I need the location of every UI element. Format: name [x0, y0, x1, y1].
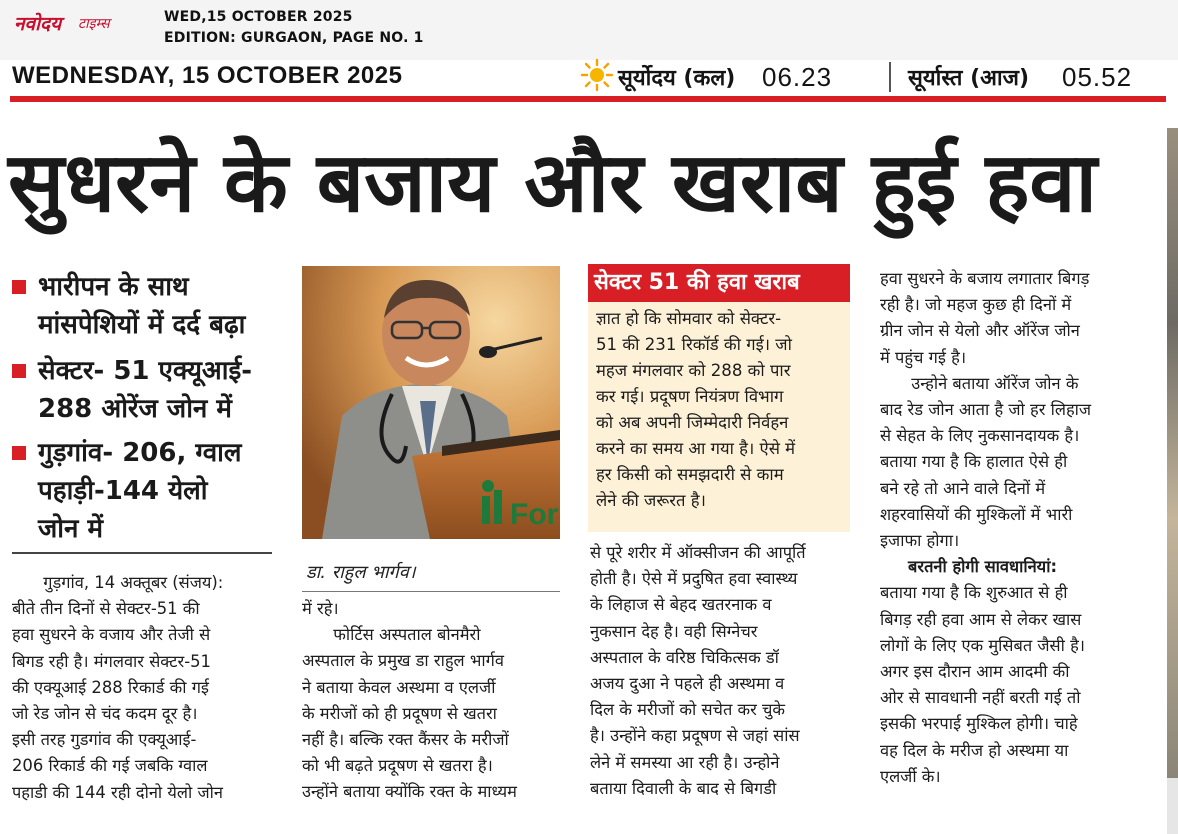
article-line: बताया दिवाली के बाद से बिगडी: [590, 778, 777, 798]
article-line: बीते तीन दिनों से सेक्टर-51 की: [12, 599, 200, 619]
article-line: से सेहत के लिए नुकसानदायक है।: [880, 426, 1080, 446]
sunset-time: 05.52: [1062, 62, 1133, 92]
article-line: बताया गया है कि हालात ऐसे ही: [880, 452, 1068, 472]
article-column-2: [302, 596, 564, 806]
article-line: से पूरे शरीर में ऑक्सीजन की आपूर्ति: [590, 543, 806, 562]
sector-box-heading: सेक्टर 51 की हवा खराब: [588, 264, 850, 302]
article-line: अजय दुआ ने पहले ही अस्थमा व: [590, 674, 785, 694]
masthead-rule: [10, 96, 1166, 102]
article-line: ने बताया केवल अस्थमा व एलर्जी: [302, 677, 496, 697]
article-line: है। उन्होंने कहा प्रदूषण से जहां सांस: [590, 726, 800, 746]
sector-line: महज मंगलवार को 288 को पार: [596, 361, 791, 380]
article-line: ग्रीन जोन से येलो और ऑरेंज जोन: [880, 321, 1080, 341]
article-line: नुकसान देह है। वही सिग्नेचर: [590, 621, 758, 641]
sector-line: ज्ञात हो कि सोमवार को सेक्टर-: [596, 309, 782, 328]
article-line: अस्पताल के प्रमुख डा राहुल भार्गव: [302, 651, 504, 671]
sector-line: कर गई। प्रदूषण नियंत्रण विभाग: [596, 387, 784, 406]
sunset-label: सूर्यास्त (आज): [908, 66, 1030, 91]
newspaper-logo: नवोदय: [14, 13, 62, 35]
article-line: के मरीजों को ही प्रदूषण से खतरा: [302, 703, 497, 723]
article-line: उन्होने बताया ऑरेंज जोन के: [880, 373, 1079, 393]
article-line: इजाफा होगा।: [880, 531, 960, 551]
bullet-item: [12, 434, 242, 548]
caption-divider: [302, 591, 560, 592]
sector-line: लेने की जरूरत है।: [596, 491, 706, 510]
article-line: बने रहे तो आने वाले दिनों में: [880, 478, 1046, 498]
article-line: अगर इस दौरान आम आदमी की: [880, 662, 1070, 682]
article-line: जो रेड जोन से चंद कदम दूर है।: [12, 704, 198, 724]
article-line: रही है। जो महज कुछ ही दिनों में: [880, 295, 1072, 315]
article-line: पहाडी की 144 रही दोनो येलो जोन: [12, 782, 223, 802]
bullet-line: 288 ओरेंज जोन में: [38, 394, 232, 424]
article-line: बिगड़ रही हवा आम से लेकर खास: [880, 609, 1082, 629]
bullet-item: [12, 352, 252, 428]
bullet-line: मांसपेशियों में दर्द बढ़ा: [38, 310, 246, 340]
masthead-date: WEDNESDAY, 15 OCTOBER 2025: [12, 62, 403, 89]
article-line: अस्पताल के वरिष्ठ चिकित्सक डॉ: [590, 647, 779, 667]
article-line: बताया गया है कि शुरुआत से ही: [880, 583, 1068, 603]
subheading: बरतनी होगी सावधानियां:: [908, 557, 1057, 577]
sector-line: 51 की 231 रिकॉर्ड की गई। जो: [596, 335, 792, 354]
newspaper-logo-sub: टाइम्स: [78, 16, 110, 32]
bullet-text: [38, 434, 242, 548]
bullet-text: [38, 268, 245, 344]
article-line: में रहे।: [302, 599, 339, 618]
article-line: हवा सुधरने के बजाय लगातार बिगड़: [880, 269, 1090, 288]
article-line: नहीं है। बल्कि रक्त कैंसर के मरीजों: [302, 730, 509, 750]
bullet-line: पहाड़ी-144 येलो: [38, 476, 208, 506]
article-line: की एक्यूआई 288 रिकार्ड की गई: [12, 677, 209, 697]
article-line: इसी तरह गुडगांव की एक्यूआई-: [12, 730, 197, 750]
page-edge: [1167, 778, 1178, 834]
article-line: फोर्टिस अस्पताल बोनमैरो: [302, 625, 481, 645]
bullet-divider: [12, 552, 272, 554]
article-line: एलर्जी के।: [880, 766, 941, 786]
sun-icon: [580, 58, 614, 92]
article-line: उन्होंने बताया क्योंकि रक्त के माध्यम: [302, 782, 517, 802]
article-line: ओर से सावधानी नहीं बरती गई तो: [880, 688, 1081, 708]
article-line: इसकी भरपाई मुश्किल होगी। चाहे: [880, 714, 1078, 734]
sector-line: को अब अपनी जिम्मेदारी निर्वहन: [596, 413, 789, 432]
headline: सुधरने के बजाय और खराब हुई हवा: [8, 134, 1098, 231]
article-column-3: [590, 540, 852, 802]
article-column-1: [12, 570, 274, 806]
article-column-4: [880, 266, 1142, 790]
sunrise-time: 06.23: [762, 62, 833, 92]
article-line: दिल के मरीजों को सचेत कर चुके: [590, 700, 786, 720]
article-line: शहरवासियों की मुश्किलों में भारी: [880, 504, 1073, 524]
article-line: को भी बढ़ते प्रदूषण से खतरा है।: [302, 756, 493, 776]
article-line: में पहुंच गई है।: [880, 347, 967, 367]
adjacent-photo-edge: [1167, 128, 1178, 778]
article-line: गुड़गांव, 14 अक्तूबर (संजय):: [12, 573, 224, 592]
bullet-line: सेक्टर- 51 एक्यूआई-: [38, 356, 253, 386]
bullet-square-icon: [12, 280, 26, 294]
bullet-text: [38, 352, 252, 428]
bullet-square-icon: [12, 364, 26, 378]
article-line: 206 रिकार्ड की गई जबकि ग्वाल: [12, 756, 208, 776]
bullet-item: [12, 268, 245, 344]
podium-logo-text: For: [510, 498, 559, 531]
article-line: हवा सुधरने के वजाय और तेजी से: [12, 625, 211, 645]
article-line: के लिहाज से बेहद खतरनाक व: [590, 595, 772, 615]
edition-page: EDITION: GURGAON, PAGE NO. 1: [164, 30, 424, 46]
photo-caption: डा. राहुल भार्गव।: [306, 562, 416, 583]
bullet-line: भारीपन के साथ: [38, 272, 189, 302]
edition-date: WED,15 OCTOBER 2025: [164, 9, 353, 25]
sector-line: हर किसी को समझदारी से काम: [596, 465, 784, 484]
article-line: बाद रेड जोन आता है जो हर लिहाज: [880, 400, 1092, 420]
sector-box-text: [596, 306, 844, 514]
article-line: लेने में समस्या आ रही है। उन्होने: [590, 752, 780, 772]
sector-line: करने का समय आ गया है। ऐसे में: [596, 439, 796, 458]
bullet-line: जोन में: [38, 514, 104, 544]
article-line: होती है। ऐसे में प्रदुषित हवा स्वास्थ्य: [590, 569, 798, 589]
bullet-square-icon: [12, 446, 26, 460]
doctor-photo-illustration: [302, 266, 560, 539]
article-line: वह दिल के मरीज हो अस्थमा या: [880, 740, 1069, 760]
doctor-photo: [302, 266, 560, 539]
sunrise-label: सूर्योदय (कल): [618, 66, 736, 91]
masthead-divider: [889, 62, 891, 92]
article-line: लोगों के लिए एक मुसिबत जैसी है।: [880, 635, 1085, 655]
article-line: बिगड रही है। मंगलवार सेक्टर-51: [12, 651, 211, 671]
bullet-line: गुड़गांव- 206, ग्वाल: [38, 438, 242, 468]
